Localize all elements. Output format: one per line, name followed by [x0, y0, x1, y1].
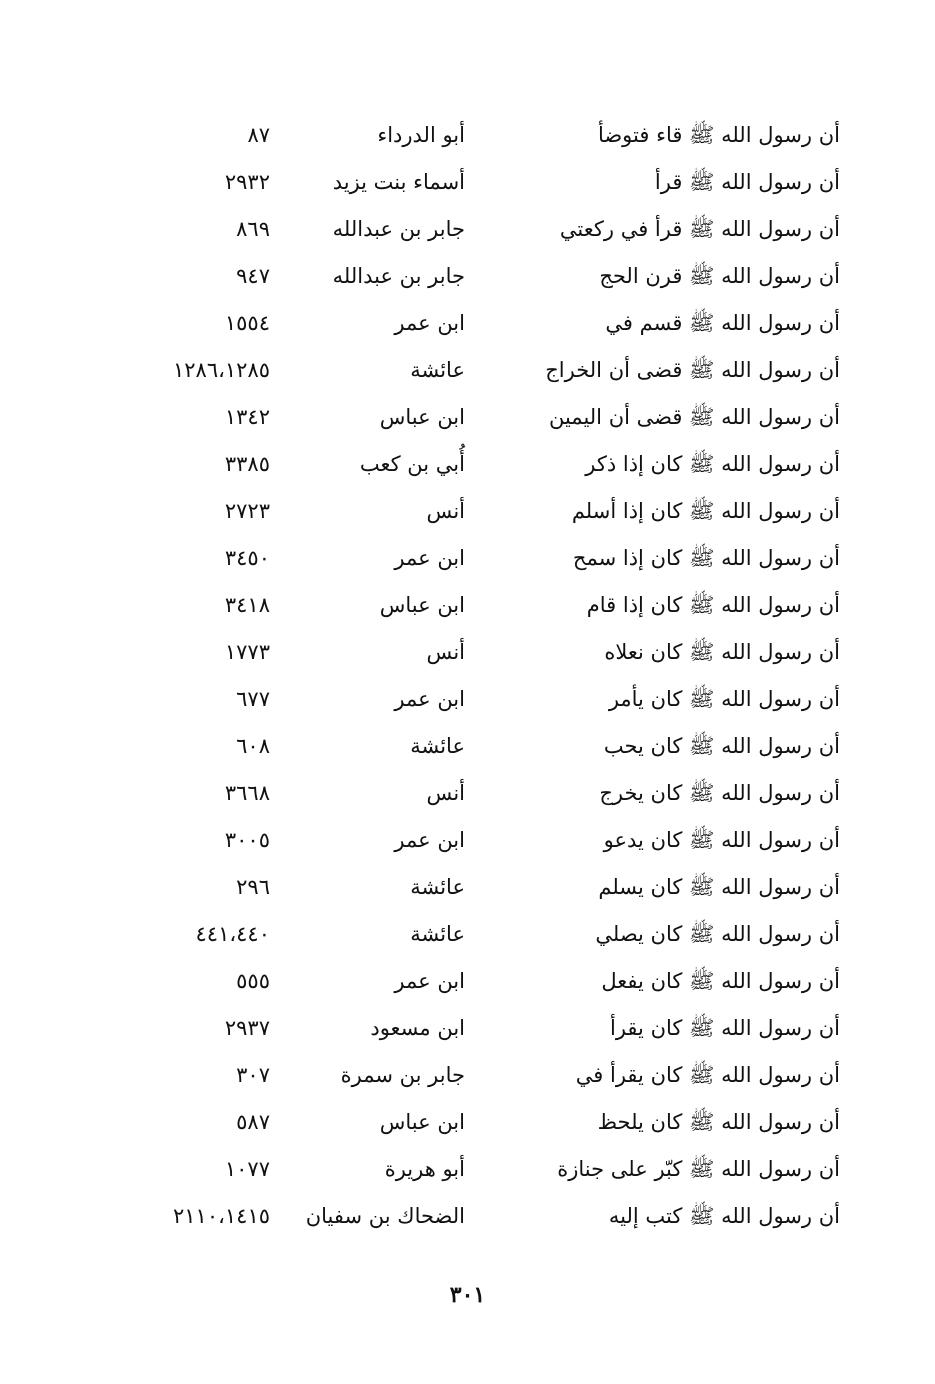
narrator-name: أُبي بن كعب [359, 452, 465, 476]
hadith-text: أن رسول الله ﷺ كان يحب [603, 734, 840, 758]
hadith-text: أن رسول الله ﷺ قضى أن الخراج [545, 358, 840, 382]
narrator-name: أبو الدرداء [377, 123, 465, 147]
narrator-name: ابن عباس [379, 593, 465, 617]
hadith-number: ١٣٤٢ [224, 405, 270, 429]
narrator-name: الضحاك بن سفيان [305, 1204, 465, 1228]
hadith-number: ٥٥٥ [236, 969, 270, 993]
table-row [130, 253, 840, 300]
narrator-name: عائشة [410, 875, 465, 899]
table-row [130, 1052, 840, 1099]
table-row [130, 629, 840, 676]
table-row [130, 1193, 840, 1240]
hadith-text: أن رسول الله ﷺ كتب إليه [608, 1204, 840, 1228]
hadith-number: ٢٧٢٣ [224, 499, 270, 523]
narrator-name: جابر بن عبدالله [332, 217, 465, 241]
table-row [130, 864, 840, 911]
hadith-text: أن رسول الله ﷺ كان يفعل [601, 969, 840, 993]
hadith-text: أن رسول الله ﷺ كان إذا قام [586, 593, 840, 617]
page-number: ٣٠١ [449, 1282, 486, 1308]
hadith-text: أن رسول الله ﷺ كان إذا أسلم [571, 499, 840, 523]
table-row [130, 159, 840, 206]
hadith-number: ٢١١٠،١٤١٥ [172, 1204, 270, 1228]
hadith-text: أن رسول الله ﷺ كان يأمر [608, 687, 840, 711]
table-row [130, 1146, 840, 1193]
narrator-name: ابن عمر [394, 546, 465, 570]
table-row [130, 206, 840, 253]
table-row [130, 911, 840, 958]
table-row [130, 958, 840, 1005]
hadith-number: ٣٤١٨ [224, 593, 270, 617]
hadith-number: ٢٩٣٢ [224, 170, 270, 194]
narrator-name: جابر بن سمرة [340, 1063, 465, 1087]
table-row [130, 1099, 840, 1146]
hadith-text: أن رسول الله ﷺ قسم في [605, 311, 840, 335]
narrator-name: عائشة [410, 734, 465, 758]
table-row [130, 488, 840, 535]
table-row [130, 1005, 840, 1052]
hadith-text: أن رسول الله ﷺ كان يلحظ [597, 1110, 840, 1134]
hadith-text: أن رسول الله ﷺ كبّر على جنازة [557, 1157, 840, 1181]
hadith-text: أن رسول الله ﷺ كان يدعو [603, 828, 840, 852]
table-row [130, 817, 840, 864]
hadith-text: أن رسول الله ﷺ كان يقرأ في [575, 1063, 840, 1087]
hadith-number: ١٥٥٤ [224, 311, 270, 335]
hadith-text: أن رسول الله ﷺ قرأ [654, 170, 840, 194]
narrator-name: ابن عمر [394, 828, 465, 852]
narrator-name: جابر بن عبدالله [332, 264, 465, 288]
hadith-text: أن رسول الله ﷺ قرأ في ركعتي [559, 217, 840, 241]
hadith-text: أن رسول الله ﷺ كان يقرأ [610, 1016, 840, 1040]
hadith-number: ٢٩٦ [236, 875, 270, 899]
table-row [130, 676, 840, 723]
hadith-text: أن رسول الله ﷺ كان يسلم [598, 875, 840, 899]
hadith-text: أن رسول الله ﷺ كان يصلي [595, 922, 840, 946]
narrator-name: ابن مسعود [370, 1016, 465, 1040]
narrator-name: أنس [426, 640, 465, 664]
hadith-text: أن رسول الله ﷺ قضى أن اليمين [548, 405, 840, 429]
narrator-name: أنس [426, 781, 465, 805]
hadith-text: أن رسول الله ﷺ كان إذا ذكر [585, 452, 840, 476]
hadith-number: ١٢٨٦،١٢٨٥ [172, 358, 270, 382]
hadith-number: ٩٤٧ [236, 264, 270, 288]
hadith-number: ٨٦٩ [236, 217, 270, 241]
narrator-name: أبو هريرة [384, 1157, 465, 1181]
table-row [130, 770, 840, 817]
hadith-number: ٣٠٧ [236, 1063, 270, 1087]
narrator-name: أسماء بنت يزيد [332, 170, 465, 194]
table-row [130, 723, 840, 770]
hadith-text: أن رسول الله ﷺ قاء فتوضأ [597, 123, 840, 147]
hadith-number: ٥٨٧ [236, 1110, 270, 1134]
table-row [130, 347, 840, 394]
table-row [130, 535, 840, 582]
narrator-name: ابن عمر [394, 311, 465, 335]
table-row [130, 394, 840, 441]
narrator-name: عائشة [410, 358, 465, 382]
hadith-number: ١٧٧٣ [224, 640, 270, 664]
hadith-text: أن رسول الله ﷺ كان نعلاه [604, 640, 840, 664]
narrator-name: ابن عمر [394, 687, 465, 711]
hadith-number: ٨٧ [247, 123, 270, 147]
hadith-text: أن رسول الله ﷺ كان إذا سمح [572, 546, 840, 570]
table-row [130, 112, 840, 159]
hadith-text: أن رسول الله ﷺ قرن الحج [599, 264, 840, 288]
narrator-name: ابن عباس [379, 1110, 465, 1134]
hadith-number: ٣٣٨٥ [224, 452, 270, 476]
hadith-number: ٤٤١،٤٤٠ [195, 922, 270, 946]
hadith-number: ١٠٧٧ [224, 1157, 270, 1181]
hadith-index-table [130, 112, 840, 1240]
hadith-number: ٣٤٥٠ [224, 546, 270, 570]
narrator-name: ابن عمر [394, 969, 465, 993]
hadith-number: ٣٠٠٥ [224, 828, 270, 852]
table-row [130, 582, 840, 629]
hadith-number: ٦٠٨ [236, 734, 270, 758]
narrator-name: عائشة [410, 922, 465, 946]
table-row [130, 300, 840, 347]
hadith-text: أن رسول الله ﷺ كان يخرج [599, 781, 840, 805]
hadith-number: ٢٩٣٧ [224, 1016, 270, 1040]
narrator-name: ابن عباس [379, 405, 465, 429]
hadith-number: ٣٦٦٨ [224, 781, 270, 805]
narrator-name: أنس [426, 499, 465, 523]
hadith-number: ٦٧٧ [236, 687, 270, 711]
table-row [130, 441, 840, 488]
